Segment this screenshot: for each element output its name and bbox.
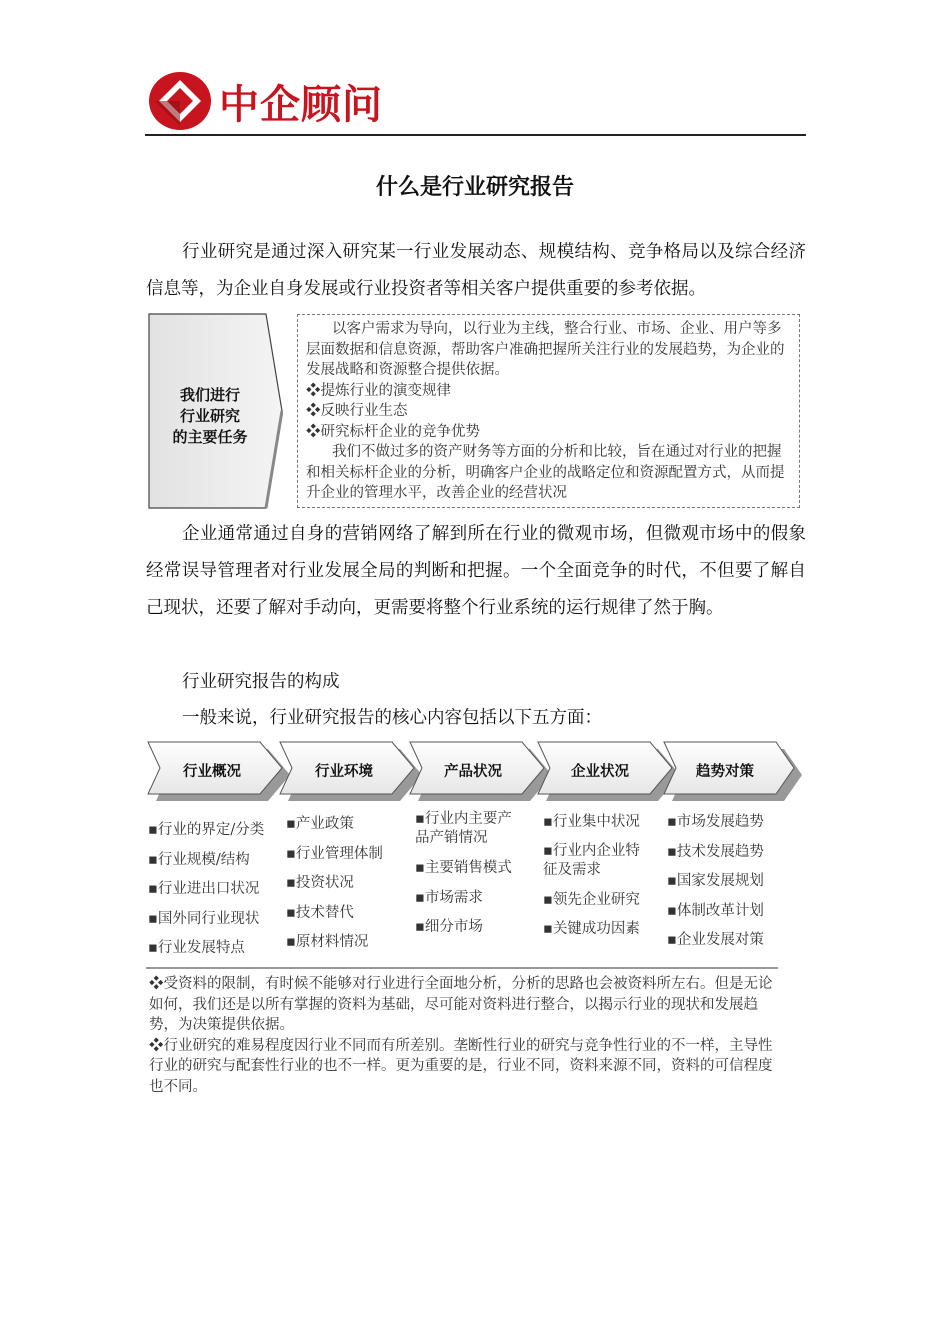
aspect-list-enterprise xyxy=(543,808,653,945)
list-item: ▪市场需求 xyxy=(415,889,483,906)
task-intro: 以客户需求为导向，以行业为主线，整合行业、市场、企业、用户等多层面数据和信息资源，帮助客户准确把握所关注行业的发展趋势，为企业的发展战略和资源整合提供依据。 xyxy=(306,321,785,378)
task-bullet: ❖提炼行业的演变规律 xyxy=(306,382,451,399)
red-diamond-logo-icon xyxy=(147,70,213,132)
logo xyxy=(147,70,383,132)
list-item: ▪企业发展对策 xyxy=(667,932,764,948)
section-heading: 行业研究报告的构成 xyxy=(182,672,340,692)
notes-block xyxy=(149,974,774,1097)
list-item: ▪投资状况 xyxy=(286,875,354,891)
aspect-title: 企业状况 xyxy=(571,764,629,780)
list-item: ▪领先企业研究 xyxy=(543,891,640,908)
list-item: ▪主要销售模式 xyxy=(415,860,512,876)
aspect-title: 行业概况 xyxy=(183,764,241,780)
market-paragraph: 企业通常通过自身的营销网络了解到所在行业的微观市场，但微观市场中的假象经常误导管理者对行业发展全局的判断和把握。一个全面竞争的时代，不但要了解自己现状，还要了解对手动向，更需要将整个行业系统的运行规律了然于胸。 xyxy=(146,524,806,618)
list-item: ▪技术发展趋势 xyxy=(667,843,764,860)
aspect-list-overview xyxy=(148,816,264,964)
list-item: ▪国家发展规划 xyxy=(667,873,764,889)
header-divider xyxy=(145,134,806,136)
list-item: ▪行业内企业特征及需求 xyxy=(543,842,640,878)
task-label: 我们进行 行业研究 的主要任务 xyxy=(172,386,248,446)
aspect-title: 行业环境 xyxy=(315,764,373,780)
aspect-list-environment xyxy=(286,810,383,958)
task-bullet: ❖研究标杆企业的竞争优势 xyxy=(306,423,480,440)
intro-paragraph: 行业研究是通过深入研究某一行业发展动态、规模结构、竞争格局以及综合经济信息等，为企业自身发展或行业投资者等相关客户提供重要的参考依据。 xyxy=(146,242,806,299)
list-item: ▪产业政策 xyxy=(286,816,354,832)
section-intro: 一般来说，行业研究报告的核心内容包括以下五方面： xyxy=(182,708,602,728)
aspect-title: 产品状况 xyxy=(444,764,502,780)
list-item: ▪行业发展特点 xyxy=(148,940,245,956)
list-item: ▪细分市场 xyxy=(415,919,483,935)
aspect-list-trends xyxy=(667,808,764,956)
notes-divider xyxy=(146,967,778,969)
list-item: ▪原材料情况 xyxy=(286,934,369,950)
list-item: ▪行业规模/结构 xyxy=(148,851,250,868)
list-item: ▪行业的界定/分类 xyxy=(148,822,265,838)
task-closing: 我们不做过多的资产财务等方面的分析和比较，旨在通过对行业的把握和相关标杆企业的分析，明确客户企业的战略定位和资源配置方式，从而提升企业的管理水平，改善企业的经营状况 xyxy=(306,444,785,501)
aspect-title: 趋势对策 xyxy=(696,764,754,780)
logo-text: 中企顾问 xyxy=(219,81,383,128)
note-item: ❖受资料的限制，有时候不能够对行业进行全面地分析，分析的思路也会被资料所左右。但是无论如何，我们还是以所有掌握的资料为基础，尽可能对资料进行整合，以揭示行业的现状和发展趋势，为决策提供依据。 xyxy=(149,976,773,1033)
aspect-list-products xyxy=(415,806,525,943)
note-item: ❖行业研究的难易程度因行业不同而有所差别。垄断性行业的研究与竞争性行业的不一样，主导性行业的研究与配套性行业的也不一样。更为重要的是，行业不同，资料来源不同，资料的可信程度也不同。 xyxy=(149,1037,773,1095)
list-item: ▪行业管理体制 xyxy=(286,845,383,862)
task-bullet: ❖反映行业生态 xyxy=(306,403,408,419)
list-item: ▪行业集中状况 xyxy=(543,814,640,830)
list-item: ▪体制改革计划 xyxy=(667,902,764,919)
task-detail-box xyxy=(297,314,800,508)
list-item: ▪国外同行业现状 xyxy=(148,910,260,927)
list-item: ▪技术替代 xyxy=(286,904,354,921)
list-item: ▪关键成功因素 xyxy=(543,921,640,937)
page-title: 什么是行业研究报告 xyxy=(375,175,574,200)
list-item: ▪市场发展趋势 xyxy=(667,814,764,830)
list-item: ▪行业进出口状况 xyxy=(148,881,260,897)
list-item: ▪行业内主要产品产销情况 xyxy=(415,811,512,846)
